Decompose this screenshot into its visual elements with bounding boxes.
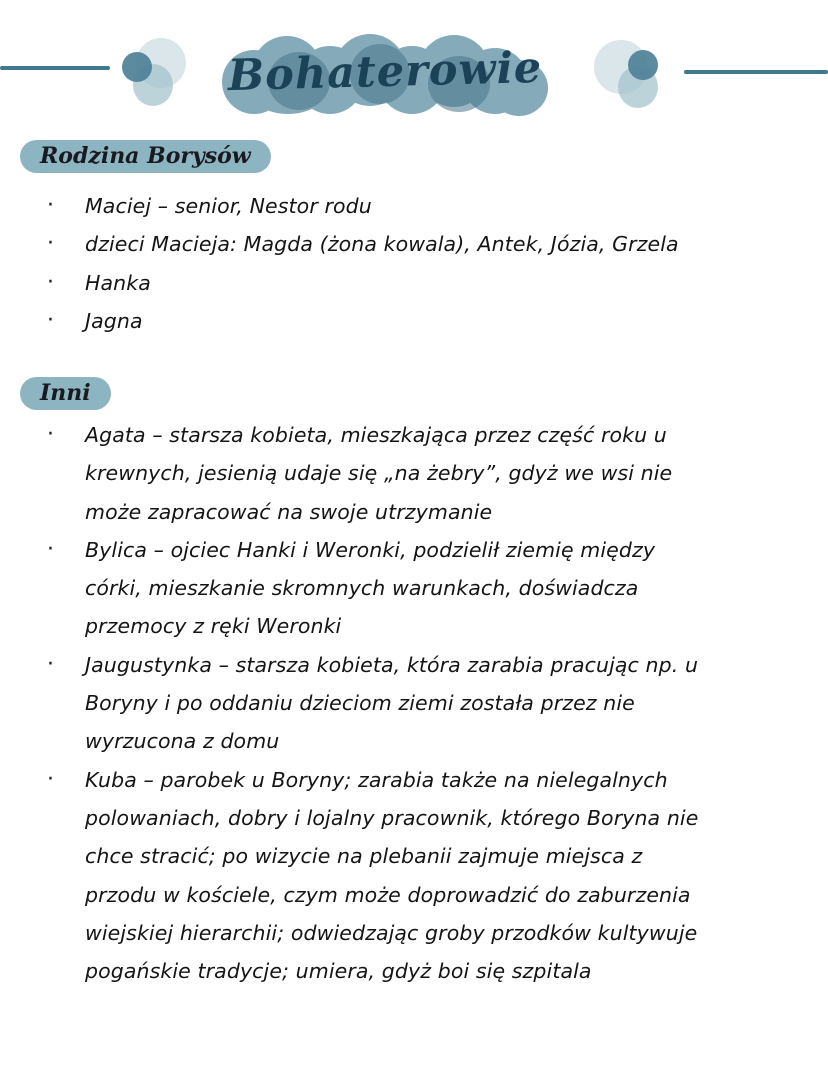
list-item-text: może zapracować na swoje utrzymanie <box>85 499 493 524</box>
bullet-dot: · <box>47 231 54 257</box>
list-item-text: córki, mieszkanie skromnych warunkach, doświadcza <box>85 576 639 601</box>
watercolor-circles-right-icon <box>628 50 658 80</box>
list-item <box>47 531 817 646</box>
list-item <box>47 225 817 263</box>
bullet-list-rodzina <box>47 187 817 340</box>
list-item-text: polowaniach, dobry i lojalny pracownik, którego Boryna nie <box>85 805 699 830</box>
list-item-text: Bylica – ojciec Hanki i Weronki, podzielił ziemię między <box>85 537 656 562</box>
list-item-text: Hanka <box>85 270 151 295</box>
list-item-text: Maciej – senior, Nestor rodu <box>85 194 372 218</box>
bullet-dot: · <box>47 307 54 333</box>
list-item <box>47 761 817 991</box>
bullet-dot: · <box>47 193 54 218</box>
list-item <box>47 187 817 225</box>
section-header-inni: Inni <box>20 377 111 410</box>
bullet-dot: · <box>47 651 54 677</box>
bullet-dot: · <box>47 422 54 447</box>
list-item <box>47 264 817 302</box>
list-item-text: przemocy z ręki Weronki <box>85 614 342 639</box>
title-blob <box>222 32 548 118</box>
header-band <box>0 0 828 132</box>
list-item-text: chce stracić; po wizycie na plebanii zajmuje miejsca z <box>85 844 643 869</box>
bullet-dot: · <box>47 269 54 295</box>
list-item-text: dzieci Macieja: Magda (żona kowala), Antek, Józia, Grzela <box>85 232 679 257</box>
watercolor-circles-left-icon <box>122 52 152 82</box>
list-item-text: Agata – starsza kobieta, mieszkająca przez część roku u <box>85 423 667 447</box>
left-divider-line <box>0 66 110 70</box>
list-item <box>47 302 817 340</box>
right-divider-line <box>684 70 828 74</box>
list-item-text: wyrzucona z domu <box>85 729 280 754</box>
list-item-text: pogańskie tradycje; umiera, gdyż boi się szpitala <box>85 959 592 984</box>
list-item-text: Kuba – parobek u Boryny; zarabia także na nielegalnych <box>85 767 668 792</box>
section-header-rodzina-borysow: Rodzina Borysów <box>20 140 271 173</box>
page-title: Bohaterowie <box>227 42 543 102</box>
list-item-text: Boryny i po oddaniu dzieciom ziemi została przez nie <box>85 691 635 716</box>
list-item-text: krewnych, jesienią udaje się „na żebry”, gdyż we wsi nie <box>85 461 673 486</box>
list-item-text: Jagna <box>85 308 143 333</box>
list-item-text: Jaugustynka – starsza kobieta, która zarabia pracując np. u <box>85 652 699 677</box>
list-item-text: przodu w kościele, czym może doprowadzić do zaburzenia <box>85 882 691 907</box>
list-item-text: wiejskiej hierarchii; odwiedzając groby przodków kultywuje <box>85 920 698 945</box>
bullet-dot: · <box>47 536 54 562</box>
bullet-dot: · <box>47 766 54 792</box>
list-item <box>47 646 817 761</box>
bullet-list-inni <box>47 416 817 990</box>
list-item <box>47 416 817 531</box>
